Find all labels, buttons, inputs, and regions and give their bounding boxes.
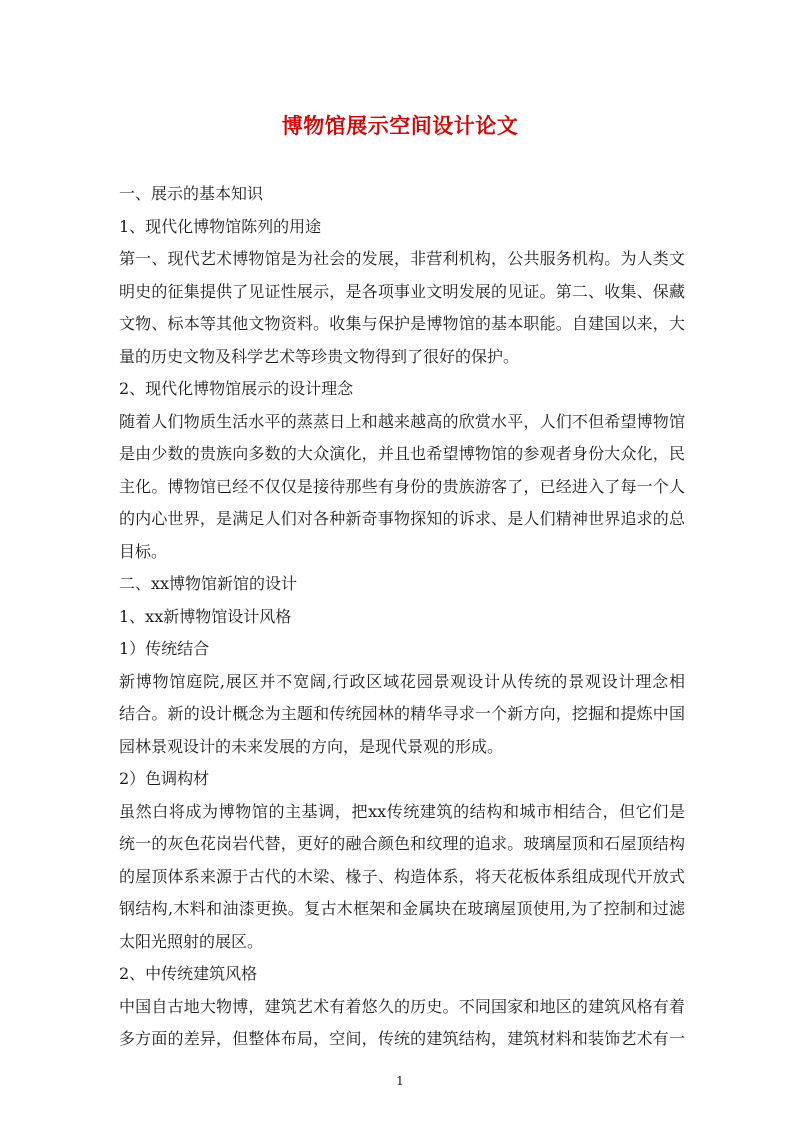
text-line-content: 园林景观设计的未来发展的方向，是现代景观的形成。 — [119, 736, 504, 756]
text-line-content: 统一的灰色花岗岩代替，更好的融合颜色和纹理的追求。玻璃屋顶和石屋顶结构 — [119, 834, 685, 853]
text-line — [119, 178, 685, 211]
text-line — [119, 1023, 685, 1056]
text-line — [119, 601, 685, 634]
document-body — [119, 178, 685, 1056]
text-line — [119, 861, 685, 894]
text-line-content: 新博物馆庭院,展区并不宽阔,行政区域花园景观设计从传统的景观设计理念相 — [119, 671, 685, 691]
text-line — [119, 796, 685, 829]
text-line-content: 的屋顶体系来源于古代的木梁、椽子、构造体系，将天花板体系组成现代开放式 — [119, 866, 685, 886]
text-line-content: 多方面的差异，但整体布局，空间，传统的建筑结构，建筑材料和装饰艺术有一 — [119, 1029, 685, 1048]
text-line — [119, 211, 685, 244]
text-line — [119, 308, 685, 341]
text-line-content: 太阳光照射的展区。 — [119, 931, 264, 951]
text-line-content: 的内心世界，是满足人们对各种新奇事物探知的诉求、是人们精神世界追求的总 — [119, 509, 685, 528]
text-line — [119, 633, 685, 666]
text-line-content: 虽然白将成为博物馆的主基调，把xx传统建筑的结构和城市相结合，但它们是 — [119, 801, 685, 821]
text-line — [119, 406, 685, 439]
text-line — [119, 666, 685, 699]
text-line — [119, 698, 685, 731]
text-line — [119, 893, 685, 926]
text-line — [119, 828, 685, 861]
text-line — [119, 341, 685, 374]
text-line-content: 一、展示的基本知识 — [119, 184, 264, 203]
text-line-content: 结合。新的设计概念为主题和传统园林的精华寻求一个新方向，挖掘和提炼中国 — [119, 704, 685, 723]
text-line-content: 1、xx新博物馆设计风格 — [119, 606, 292, 626]
text-line-content: 目标。 — [119, 541, 168, 561]
document-title: 博物馆展示空间设计论文 — [281, 114, 519, 138]
text-line-content: 中国自古地大物博，建筑艺术有着悠久的历史。不同国家和地区的建筑风格有着 — [119, 996, 685, 1016]
text-line — [119, 731, 685, 764]
text-line — [119, 471, 685, 504]
text-line-content: 明史的征集提供了见证性展示，是各项事业文明发展的见证。第二、收集、保藏 — [119, 281, 685, 301]
text-line — [119, 991, 685, 1024]
text-line-content: 量的历史文物及科学艺术等珍贵文物得到了很好的保护。 — [119, 346, 520, 366]
page-number: 1 — [396, 1074, 404, 1088]
text-line-content: 文物、标本等其他文物资料。收集与保护是博物馆的基本职能。自建国以来，大 — [119, 314, 685, 333]
text-line — [119, 243, 685, 276]
text-line — [119, 373, 685, 406]
text-line-content: 钢结构,木料和油漆更换。复古木框架和金属块在玻璃屋顶使用,为了控制和过滤 — [119, 899, 685, 918]
text-line — [119, 276, 685, 309]
text-line-content: 第一、现代艺术博物馆是为社会的发展，非营利机构，公共服务机构。为人类文 — [119, 249, 685, 268]
text-line — [119, 926, 685, 959]
text-line — [119, 503, 685, 536]
text-line — [119, 763, 685, 796]
text-line-content: 2、现代化博物馆展示的设计理念 — [119, 379, 354, 398]
text-line-content: 二、xx博物馆新馆的设计 — [119, 574, 298, 593]
text-line — [119, 536, 685, 569]
text-line — [119, 438, 685, 471]
text-line-content: 是由少数的贵族向多数的大众演化，并且也希望博物馆的参观者身份大众化，民 — [119, 444, 685, 463]
text-line-content: 主化。博物馆已经不仅仅是接待那些有身份的贵族游客了，已经进入了每一个人 — [119, 476, 685, 496]
text-line-content: 1）传统结合 — [119, 639, 210, 658]
text-line — [119, 568, 685, 601]
text-line-content: 2、中传统建筑风格 — [119, 964, 258, 983]
text-line — [119, 958, 685, 991]
text-line-content: 随着人们物质生活水平的蒸蒸日上和越来越高的欣赏水平，人们不但希望博物馆 — [119, 411, 685, 431]
text-line-content: 1、现代化博物馆陈列的用途 — [119, 216, 322, 236]
text-line-content: 2）色调构材 — [119, 769, 210, 788]
